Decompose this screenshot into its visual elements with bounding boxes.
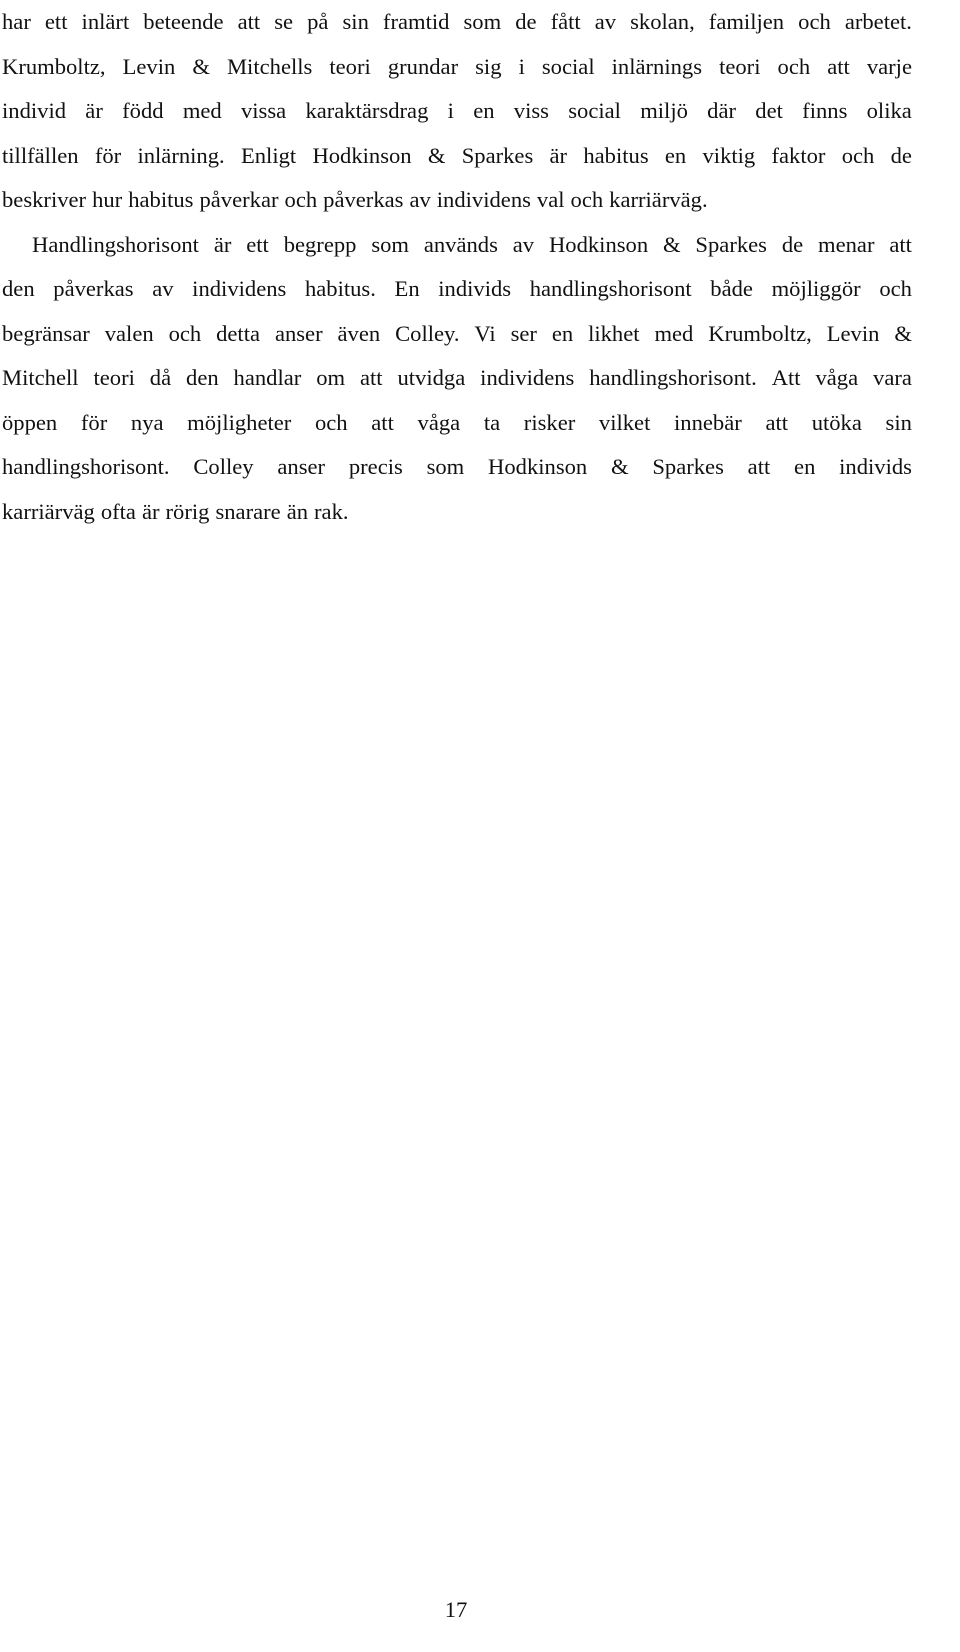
word: karriärväg: [2, 498, 95, 524]
word: beskriver: [2, 187, 87, 212]
word: att: [827, 53, 850, 79]
text-line: [2, 312, 912, 357]
word: handlingshorisont.: [2, 454, 170, 479]
word: handlar: [233, 365, 302, 390]
word: Sparkes: [695, 231, 767, 257]
word: Levin: [122, 53, 176, 79]
word: individs: [438, 276, 512, 301]
word: Mitchell: [2, 365, 79, 390]
word: Hodkinson: [312, 142, 412, 168]
word: att: [359, 365, 383, 390]
word: social: [568, 98, 621, 123]
word: vara: [873, 365, 912, 390]
word: den: [2, 276, 35, 301]
word: Att: [771, 365, 801, 390]
word: det: [755, 98, 783, 123]
word: karaktärsdrag: [305, 98, 429, 123]
word: är: [141, 498, 160, 524]
word: Colley: [193, 454, 254, 479]
text-line: [2, 356, 912, 401]
word: sin: [342, 9, 369, 34]
word: &: [662, 231, 681, 257]
word: risker: [523, 409, 576, 435]
word: om: [316, 365, 346, 390]
word: rak.: [314, 498, 349, 524]
word: att: [747, 454, 771, 479]
word: utvidga: [397, 365, 466, 390]
word: möjliggör: [771, 276, 861, 301]
word: olika: [866, 98, 912, 123]
word: den: [186, 365, 219, 390]
word: är: [85, 98, 103, 123]
word: teori: [93, 365, 135, 390]
word: både: [710, 276, 753, 301]
word: att: [371, 409, 394, 435]
text-line: [2, 0, 912, 45]
word: öppen: [2, 409, 58, 435]
word: ett: [246, 231, 269, 257]
word: individ: [2, 98, 67, 123]
word: Enligt: [240, 142, 297, 168]
word: och: [798, 9, 831, 34]
word: individens: [192, 276, 287, 301]
word: som: [426, 454, 465, 479]
word: de: [890, 142, 912, 168]
word: att: [765, 409, 789, 435]
word: är: [213, 231, 232, 257]
word: begrepp: [283, 231, 357, 257]
page-number: 17: [444, 1597, 468, 1622]
word: vilket: [598, 409, 651, 435]
word: sin: [885, 409, 912, 435]
word: teori: [719, 53, 761, 79]
word: med: [182, 98, 222, 123]
word: då: [149, 365, 172, 390]
word: och: [841, 142, 875, 168]
text-line: [2, 45, 912, 90]
word: inlärt: [81, 9, 130, 34]
word: av: [152, 276, 174, 301]
word: de: [515, 9, 537, 34]
word: arbetet.: [844, 9, 912, 34]
word: snarare: [215, 498, 281, 524]
text-line: [2, 89, 912, 134]
word: att: [237, 9, 261, 34]
word: handlingshorisont.: [589, 365, 757, 390]
word: tillfällen: [2, 142, 79, 168]
word: menar: [818, 231, 875, 257]
word: precis: [348, 454, 403, 479]
text-line: [2, 223, 912, 268]
word: är: [549, 142, 568, 168]
word: och: [284, 187, 318, 212]
word: där: [707, 98, 737, 123]
word: habitus: [583, 142, 649, 168]
word: sig: [475, 53, 502, 79]
word: se: [274, 9, 294, 34]
word: nya: [130, 409, 164, 435]
text-line: [2, 267, 912, 312]
word: och: [168, 320, 202, 346]
word: även: [337, 320, 381, 346]
word: med: [654, 320, 694, 346]
word: viss: [513, 98, 549, 123]
word: ett: [44, 9, 68, 34]
word: våga: [815, 365, 859, 390]
word: i: [518, 53, 525, 79]
word: att: [889, 231, 912, 257]
word: våga: [417, 409, 461, 435]
word: en: [473, 98, 495, 123]
word: och: [879, 276, 912, 301]
word: Krumboltz,: [708, 320, 812, 346]
word: än: [286, 498, 309, 524]
word: &: [427, 142, 446, 168]
word: fått: [550, 9, 581, 34]
word: av: [594, 9, 617, 34]
word: hur: [92, 187, 123, 212]
word: anser: [277, 454, 326, 479]
word: för: [80, 409, 108, 435]
word: Vi: [474, 320, 496, 346]
word: en: [551, 320, 574, 346]
word: Hodkinson: [488, 454, 588, 479]
word: ta: [483, 409, 501, 435]
word: påverkas: [323, 187, 404, 212]
word: skolan,: [630, 9, 695, 34]
word: beteende: [143, 9, 224, 34]
word: framtid: [382, 9, 450, 34]
word: som: [463, 9, 502, 34]
word: teori: [329, 53, 371, 79]
word: Sparkes: [652, 454, 724, 479]
word: rörig: [165, 498, 210, 524]
word: utöka: [811, 409, 862, 435]
word: och: [314, 409, 348, 435]
text-line: [2, 134, 912, 179]
word: handlingshorisont: [529, 276, 692, 301]
word: en: [664, 142, 687, 168]
word: av: [409, 187, 431, 212]
word: &: [610, 454, 629, 479]
word: habitus.: [304, 276, 376, 301]
word: individens: [436, 187, 531, 212]
word: ofta: [100, 498, 136, 524]
word: grundar: [387, 53, 459, 79]
word: av: [512, 231, 535, 257]
text-line: [2, 178, 912, 223]
word: viktig: [702, 142, 756, 168]
word: används: [423, 231, 498, 257]
word: detta: [216, 320, 261, 346]
word: finns: [802, 98, 848, 123]
word: habitus: [128, 187, 194, 212]
word: påverkas: [53, 276, 134, 301]
word: en: [794, 454, 816, 479]
word: miljö: [640, 98, 688, 123]
word: i: [447, 98, 454, 123]
body-text: [2, 0, 912, 534]
word: och: [570, 187, 604, 212]
word: individens: [480, 365, 575, 390]
word: valen: [104, 320, 154, 346]
word: karriärväg.: [609, 187, 708, 212]
word: &: [894, 320, 912, 346]
word: möjligheter: [187, 409, 292, 435]
word: Krumboltz,: [2, 53, 106, 79]
word: innebär: [674, 409, 742, 435]
word: vissa: [240, 98, 287, 123]
word: begränsar: [2, 320, 90, 346]
word: familjen: [708, 9, 785, 34]
word: Mitchells: [226, 53, 313, 79]
word: Handlingshorisont: [32, 231, 199, 257]
word: individs: [839, 454, 912, 479]
word: inlärnings: [611, 53, 703, 79]
word: inlärning.: [137, 142, 225, 168]
word: de: [781, 231, 804, 257]
word: för: [94, 142, 122, 168]
word: social: [541, 53, 595, 79]
word: som: [371, 231, 409, 257]
word: &: [192, 53, 210, 79]
word: val: [536, 187, 565, 212]
text-line: [2, 445, 912, 490]
word: Hodkinson: [548, 231, 649, 257]
word: anser: [274, 320, 323, 346]
word: född: [122, 98, 164, 123]
word: Levin: [826, 320, 880, 346]
word: En: [394, 276, 420, 301]
word: på: [307, 9, 329, 34]
word: faktor: [771, 142, 826, 168]
word: påverkar: [199, 187, 279, 212]
text-line: [2, 490, 912, 535]
word: och: [777, 53, 811, 79]
word: ser: [510, 320, 537, 346]
word: likhet: [588, 320, 640, 346]
text-line: [2, 401, 912, 446]
word: har: [2, 9, 31, 34]
word: Colley.: [395, 320, 460, 346]
word: varje: [866, 53, 912, 79]
word: Sparkes: [461, 142, 534, 168]
